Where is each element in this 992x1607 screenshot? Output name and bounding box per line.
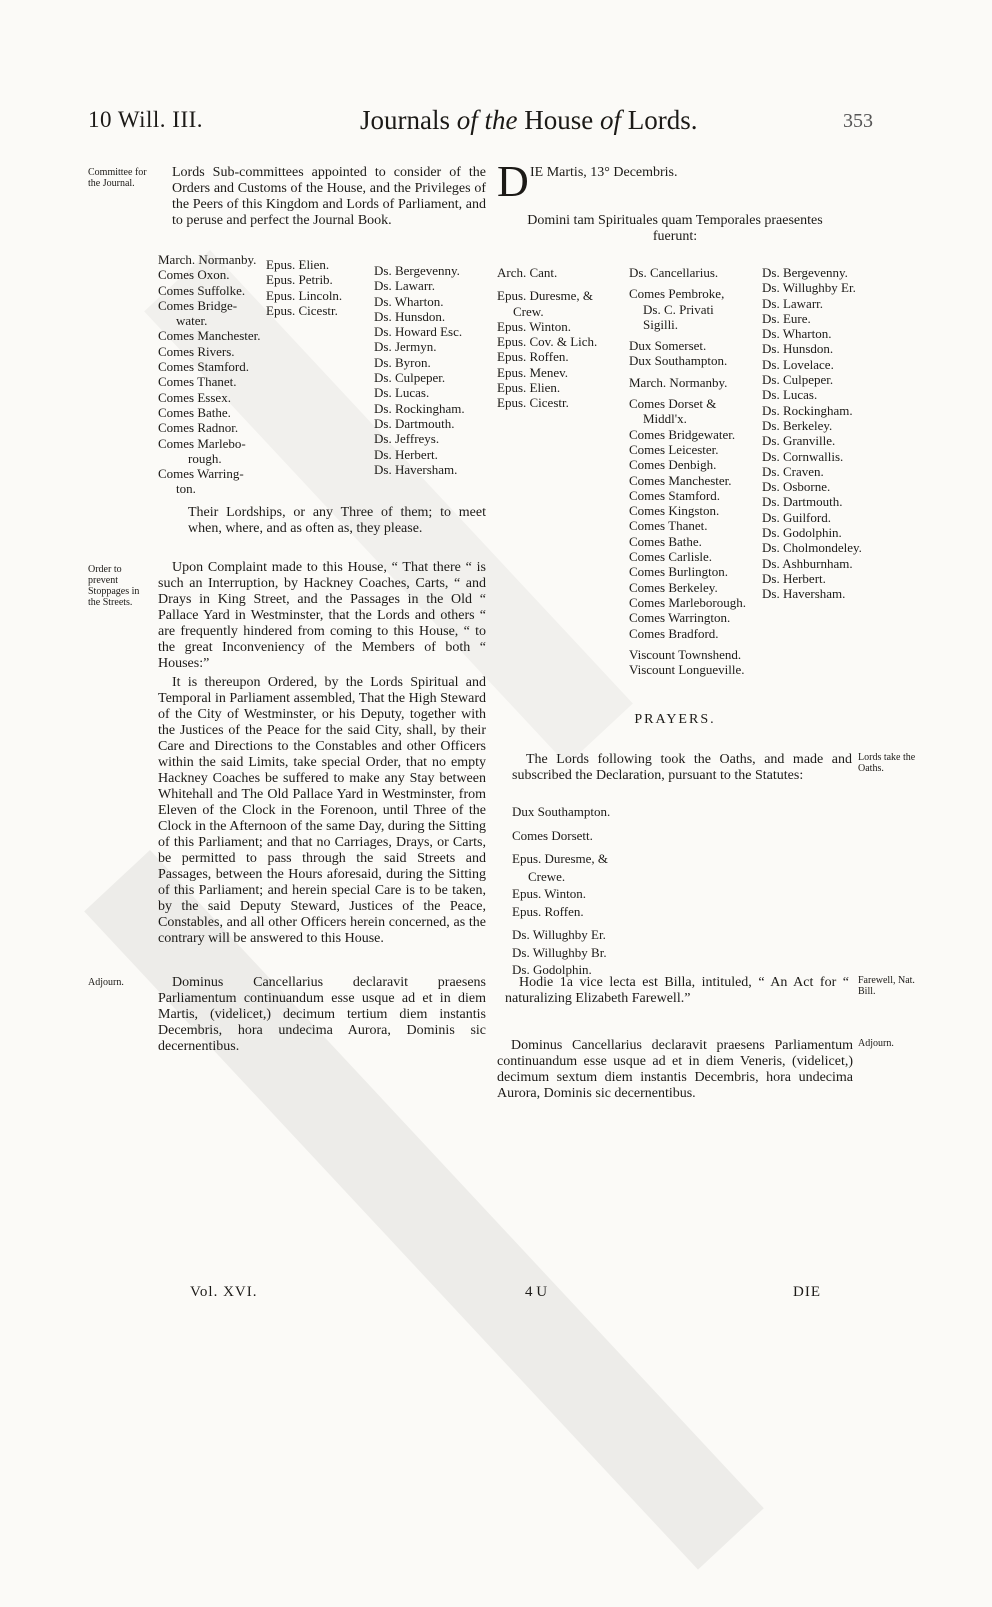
list-item: Ds. Godolphin. [512, 962, 592, 977]
committee-paragraph: Lords Sub-committees appointed to consider of the Orders and Customs of the House, and the Privileges of the Peers of this Kingdom and Lords of Parliament, and to peruse and perfect the Journal Book. [172, 165, 486, 228]
drop-cap: D [497, 157, 529, 206]
prayers-heading: PRAYERS. [634, 712, 716, 727]
order-paragraph: It is thereupon Ordered, by the Lords Spiritual and Temporal in Parliament assembled, That the High Steward of the City of Westminster, or his Deputy, together with the Justices of the Peace for the said City, shall, by their Care and Directions to the Constables and other Officers within the said Limits, take special Order, that no empty Hackney Coaches be suffered to make any Stay between Whitehall and The Old Pallace Yard in Westminster, from Eleven of the Clock in the Forenoon, until Three of the Clock in the Afternoon of the same Day, during the Sitting of this Parliament; and that no Carriages, Drays, or Carts, be permitted to pass through the said Streets and Passages, between the Hours aforesaid, during the Sitting of this Parliament; and herein special Care is to be taken, by the said Deputy Steward, Justices of the Peace, Constables, and all other Officers herein concerned, as the contrary will be answered to this House. [158, 675, 486, 946]
list-item: Arch. Cant. [497, 265, 558, 280]
list-item: Epus. Duresme, & [512, 851, 609, 866]
title-part-house: House [524, 105, 594, 135]
list-item: Comes Bathe. [629, 533, 702, 549]
margin-note-order: Order to prevent Stoppages in the Streets. [88, 564, 140, 608]
list-item: Ds. Cholmondeley. [762, 540, 862, 556]
list-item: Dux Southampton. [629, 353, 728, 369]
list-item: Ds. Godolphin. [762, 525, 842, 541]
margin-note-bill: Farewell, Nat. Bill. [858, 975, 915, 997]
list-item: Ds. Craven. [762, 463, 824, 479]
list-item: Comes Manchester. [158, 328, 261, 344]
list-item: Ds. Lawarr. [762, 295, 824, 311]
list-item: Epus. Elien. [497, 380, 561, 396]
list-item: rough. [188, 450, 222, 466]
list-item: Ds. Guilford. [762, 509, 831, 525]
list-item: Epus. Cicestr. [266, 302, 338, 318]
list-item: Comes Rivers. [158, 343, 235, 359]
page-number: 353 [843, 110, 873, 132]
footer-catchword: DIE [793, 1284, 821, 1300]
list-item: Comes Carlisle. [629, 549, 713, 565]
list-item: Crewe. [528, 868, 566, 884]
list-item: Middl'x. [643, 411, 687, 427]
margin-note-committee: Committee for the Journal. [88, 167, 147, 189]
list-item: Comes Oxon. [158, 267, 230, 283]
list-item: Ds. Cancellarius. [629, 265, 719, 280]
list-item: Comes Dorset & [629, 396, 717, 412]
list-item: Epus. Roffen. [512, 903, 584, 919]
list-item: Ds. Osborne. [762, 479, 831, 495]
running-head-title [360, 105, 698, 136]
list-item: Viscount Townshend. [629, 646, 742, 662]
list-item: Dux Southampton. [512, 804, 611, 819]
list-item: Comes Thanet. [629, 518, 708, 534]
adjourn-paragraph-right: Dominus Cancellarius declaravit praesens Parliamentum continuandum esse usque ad et in diem Veneris, (videlicet,) decimum sextum diem instantis Decembris, hora undecima Aurora, Dominis sic decernentibus. [497, 1038, 853, 1101]
list-item: Comes Suffolke. [158, 282, 246, 298]
list-item: Ds. Culpeper. [762, 372, 834, 388]
list-item: Crew. [513, 303, 544, 319]
margin-note-adjourn-right: Adjourn. [858, 1038, 894, 1049]
list-item: Ds. Hunsdon. [374, 308, 446, 324]
footer-volume: Vol. XVI. [190, 1284, 258, 1300]
list-item: Ds. Byron. [374, 354, 431, 370]
list-item: Comes Marlebo- [158, 435, 246, 451]
list-item: Epus. Elien. [266, 257, 330, 272]
list-item: Epus. Cicestr. [497, 395, 569, 411]
title-part-of: of [600, 105, 622, 135]
session-date: IE Martis, 13° Decembris. [530, 165, 678, 180]
list-item: Comes Essex. [158, 389, 231, 405]
list-item: Ds. Eure. [762, 310, 811, 326]
committee-list-barons [374, 263, 486, 477]
list-item: Ds. Bergevenny. [374, 263, 460, 278]
list-item: Ds. Willughby Er. [512, 927, 606, 942]
list-item: Ds. Rockingham. [374, 400, 465, 416]
list-item: Ds. Wharton. [762, 326, 832, 342]
list-item: Comes Kingston. [629, 503, 720, 519]
list-item: Comes Bradford. [629, 625, 719, 641]
committee-closing: Their Lordships, or any Three of them; to meet when, where, and as often as, they please. [188, 505, 486, 536]
list-item: Ds. Haversham. [374, 461, 458, 477]
list-item: Ds. Culpeper. [374, 370, 446, 386]
list-item: Comes Dorsett. [512, 827, 593, 843]
margin-note-oaths: Lords take the Oaths. [858, 752, 916, 774]
list-item: Comes Marleborough. [629, 594, 746, 610]
list-item: Epus. Winton. [512, 886, 586, 901]
committee-list-bishops [266, 257, 362, 318]
present-intro: Domini tam Spirituales quam Temporales praesentes fuerunt: [527, 213, 823, 244]
running-head-regnal-year: 10 Will. III. [88, 107, 204, 132]
list-item: Epus. Petrib. [266, 272, 333, 288]
list-item: Epus. Cov. & Lich. [497, 334, 598, 350]
list-item: Viscount Longueville. [629, 662, 745, 678]
list-item: Comes Bridge- [158, 297, 238, 313]
list-item: Epus. Lincoln. [266, 287, 343, 303]
list-item: Ds. Howard Esc. [374, 324, 463, 340]
list-item: Ds. Hunsdon. [762, 341, 834, 357]
list-item: Ds. Dartmouth. [762, 494, 843, 510]
list-item: Comes Berkeley. [629, 579, 718, 595]
list-item: Ds. Bergevenny. [762, 265, 848, 280]
margin-note-adjourn-left: Adjourn. [88, 977, 124, 988]
list-item: Ds. Berkeley. [762, 417, 833, 433]
list-item: Epus. Roffen. [497, 349, 569, 365]
list-item: Comes Burlington. [629, 564, 728, 580]
present-list-temporal [629, 265, 759, 677]
oaths-list [512, 803, 672, 979]
list-item: Ds. Lucas. [762, 387, 818, 403]
order-complaint-paragraph: Upon Complaint made to this House, “ That there “ is such an Interruption, by Hackney Coaches, Carts, “ and Drays in King Street, and the Passages in the Old “ Pallace Yard in Westminster, that the Lords and others “ are frequently hindered from coming to this House, “ to the great Inconveniency of the Members of both “ Houses:” [158, 560, 486, 671]
list-item: Comes Stamford. [629, 487, 720, 503]
list-item: Ds. Willughby Br. [512, 944, 607, 960]
list-item: Ds. Haversham. [762, 586, 846, 602]
list-item: Comes Warrington. [629, 610, 731, 626]
oaths-paragraph: The Lords following took the Oaths, and made and subscribed the Declaration, pursuant to the Statutes: [512, 752, 852, 783]
bill-paragraph: Hodie 1a vice lecta est Billa, intituled, “ An Act for “ naturalizing Elizabeth Farewell.” [505, 975, 849, 1006]
list-item: Dux Somerset. [629, 338, 707, 354]
list-item: Ds. Wharton. [374, 293, 444, 309]
list-item: Ds. Lovelace. [762, 356, 834, 372]
list-item: Comes Pembroke, [629, 286, 725, 302]
present-list-spiritual [497, 265, 625, 411]
list-item: Ds. Herbert. [374, 446, 438, 462]
list-item: Ds. Lucas. [374, 385, 430, 401]
list-item: Ds. Willughby Er. [762, 280, 856, 296]
list-item: Sigilli. [643, 316, 679, 332]
list-item: Comes Warring- [158, 466, 244, 482]
list-item: Ds. Cornwallis. [762, 448, 844, 464]
list-item: Ds. Herbert. [762, 570, 826, 586]
list-item: Ds. Jermyn. [374, 339, 437, 355]
list-item: Ds. Granville. [762, 433, 836, 449]
list-item: water. [176, 313, 208, 329]
list-item: Comes Denbigh. [629, 457, 717, 473]
list-item: Comes Bridgewater. [629, 426, 736, 442]
list-item: Epus. Duresme, & [497, 288, 594, 304]
list-item: Ds. Rockingham. [762, 402, 853, 418]
present-list-barons [762, 265, 892, 602]
list-item: Epus. Winton. [497, 318, 571, 334]
list-item: ton. [176, 481, 196, 497]
list-item: Comes Radnor. [158, 420, 239, 436]
list-item: Ds. Dartmouth. [374, 415, 455, 431]
list-item: Comes Bathe. [158, 404, 231, 420]
list-item: Ds. Lawarr. [374, 278, 436, 294]
list-item: Epus. Menev. [497, 364, 569, 380]
footer-signature: 4 U [525, 1284, 548, 1300]
title-part-journals: Journals [360, 105, 450, 135]
list-item: Comes Thanet. [158, 374, 237, 390]
list-item: Ds. C. Privati [643, 301, 714, 317]
list-item: Comes Leicester. [629, 441, 719, 457]
committee-list-temporal [158, 252, 268, 497]
list-item: Comes Stamford. [158, 359, 249, 375]
list-item: March. Normanby. [629, 374, 728, 390]
list-item: March. Normanby. [158, 252, 257, 267]
title-part-of-the: of the [456, 105, 518, 135]
title-part-lords: Lords. [627, 105, 698, 135]
list-item: Ds. Ashburnham. [762, 555, 853, 571]
list-item: Comes Manchester. [629, 472, 732, 488]
list-item: Ds. Jeffreys. [374, 431, 440, 447]
adjourn-paragraph-left: Dominus Cancellarius declaravit praesens Parliamentum continuandum esse usque ad et in diem Martis, (videlicet,) decimum tertium diem instantis Decembris, hora undecima Aurora, Dominis sic decernentibus. [158, 975, 486, 1054]
